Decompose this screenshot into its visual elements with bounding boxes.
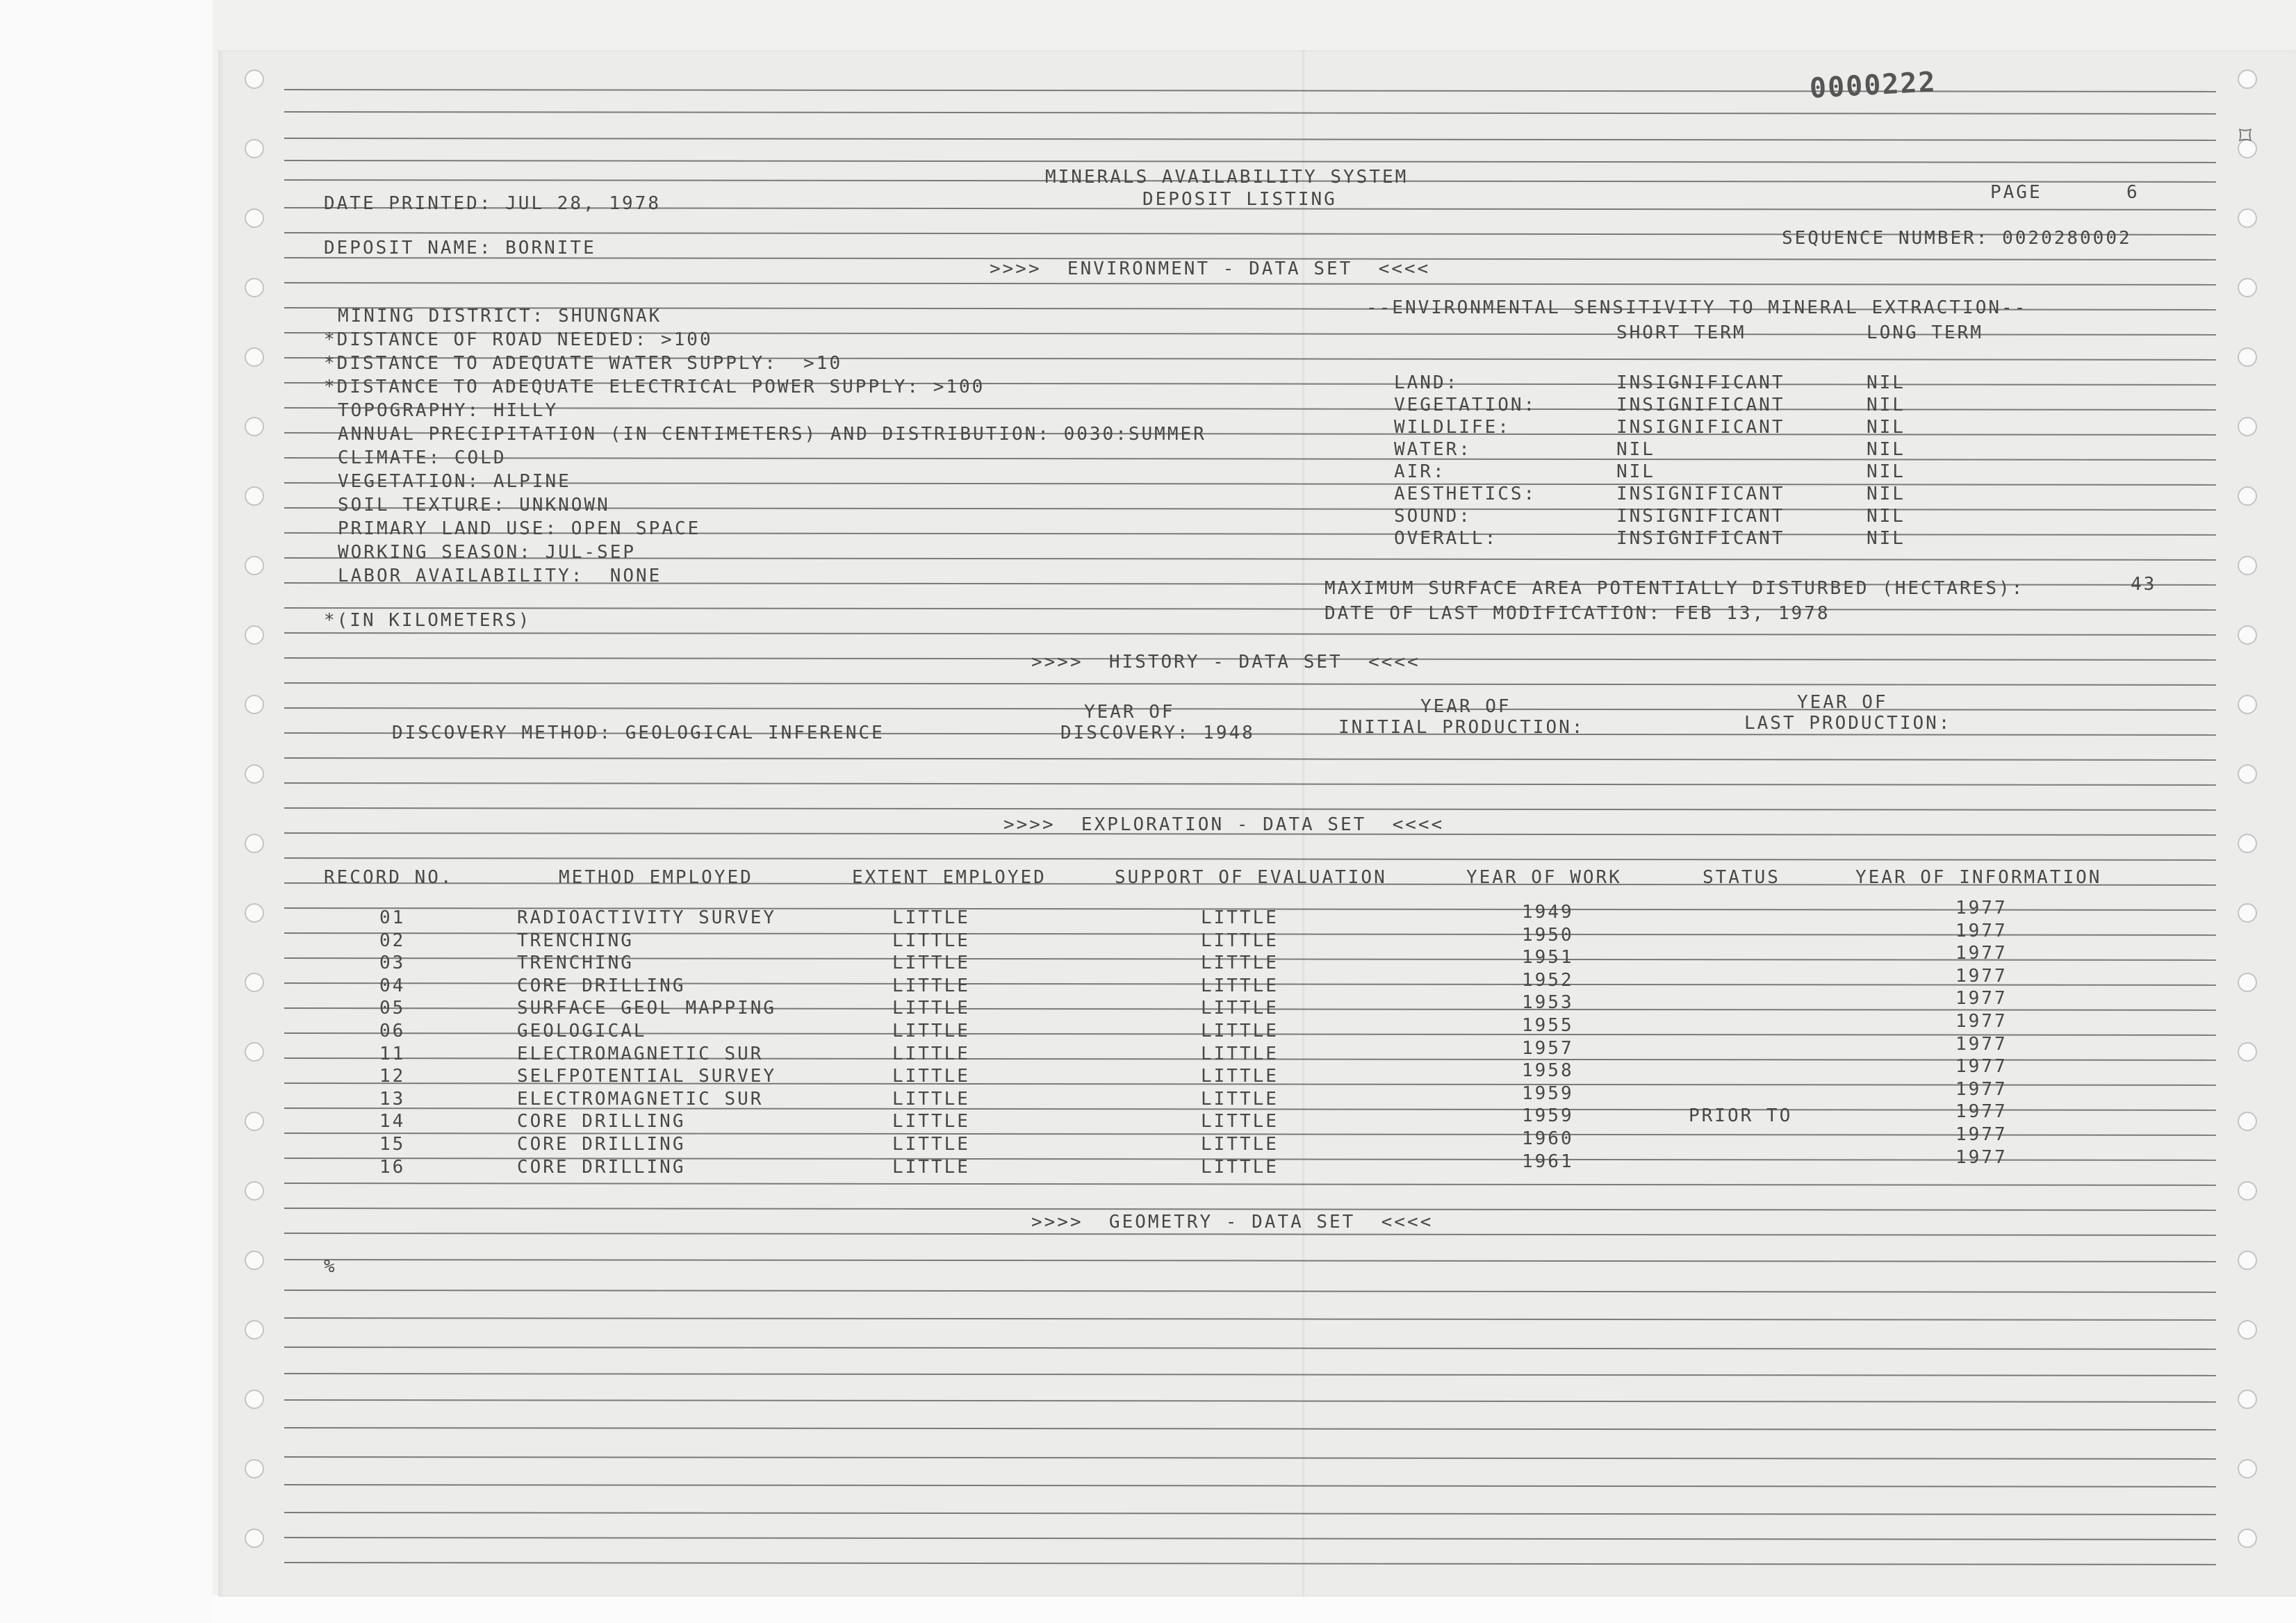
sensitivity-title: --ENVIRONMENTAL SENSITIVITY TO MINERAL EXTRACTION-- [1366,297,2028,318]
record-number: 02 [379,930,406,951]
feed-hole [245,208,264,228]
ruled-line [284,632,2216,636]
method-employed: TRENCHING [517,930,634,951]
year-of-information: 1977 [1955,943,2008,964]
extent-employed: LITTLE [892,1134,970,1155]
record-number: 15 [379,1134,406,1155]
sensitivity-long: NIL [1867,528,1905,549]
method-employed: CORE DRILLING [517,1156,686,1178]
support-evaluation: LITTLE [1201,998,1279,1019]
method-employed: CORE DRILLING [517,975,686,996]
date-printed: DATE PRINTED: JUL 28, 1978 [324,193,661,214]
year-of-work: 1959 [1522,1105,1574,1127]
long-term-header: LONG TERM [1867,322,1983,343]
discovery-year: DISCOVERY: 1948 [1060,723,1255,743]
environment-line: *DISTANCE TO ADEQUATE ELECTRICAL POWER SUPPLY: >100 [324,377,985,397]
feed-hole [2238,834,2257,853]
feed-hole [245,278,264,297]
last-production: LAST PRODUCTION: [1744,713,1952,734]
method-employed: ELECTROMAGNETIC SUR [517,1088,764,1110]
ruled-line [284,782,2216,786]
feed-hole [245,1390,264,1409]
feed-hole [245,1112,264,1131]
support-evaluation: LITTLE [1201,907,1279,928]
ruled-line [284,1484,2216,1488]
environment-line: PRIMARY LAND USE: OPEN SPACE [338,518,701,539]
year-of-information: 1977 [1955,1011,2008,1032]
system-title: MINERALS AVAILABILITY SYSTEM [1045,167,1409,188]
extent-employed: LITTLE [892,998,970,1019]
sensitivity-factor: AIR: [1394,461,1446,482]
extent-employed: LITTLE [892,953,970,974]
feed-hole [2238,69,2257,89]
short-term-header: SHORT TERM [1616,322,1746,343]
feed-hole [245,556,264,575]
year-of-information: 1977 [1955,1124,2008,1145]
column-header: STATUS [1703,867,1780,888]
column-header: YEAR OF INFORMATION [1855,867,2102,888]
sensitivity-long: NIL [1867,395,1905,415]
ruled-line [284,1208,2216,1211]
sensitivity-long: NIL [1867,484,1905,504]
method-employed: CORE DRILLING [517,1111,686,1132]
ruled-line [284,282,2216,286]
ruled-line [284,1373,2216,1376]
feed-hole [2238,347,2257,367]
feed-hole [2238,695,2257,714]
year-of-work: 1959 [1522,1082,1574,1104]
listing-title: DEPOSIT LISTING [1142,189,1337,210]
year-of-work: 1957 [1522,1037,1574,1059]
discovery-method: DISCOVERY METHOD: GEOLOGICAL INFERENCE [392,723,885,743]
ruled-line [284,1562,2216,1565]
year-of-work: 1950 [1522,924,1574,946]
extent-employed: LITTLE [892,1066,970,1087]
extent-employed: LITTLE [892,1043,970,1064]
geometry-heading: >>>> GEOMETRY - DATA SET <<<< [1031,1212,1434,1233]
support-evaluation: LITTLE [1201,1156,1279,1178]
year-of-work: 1951 [1522,947,1574,969]
environment-line: TOPOGRAPHY: HILLY [338,400,559,421]
environment-line: MINING DISTRICT: SHUNGNAK [338,306,662,327]
year-of-work: 1961 [1522,1151,1574,1172]
geometry-body: % [324,1256,337,1277]
feed-hole [245,1459,264,1478]
initial-production-year-of: YEAR OF [1420,696,1511,717]
sensitivity-short: NIL [1616,461,1655,482]
ruled-line [284,160,2216,163]
year-of-information: 1977 [1955,1033,2008,1055]
environment-line: LABOR AVAILABILITY: NONE [338,566,662,586]
record-number: 03 [379,953,406,974]
feed-hole [2238,1320,2257,1340]
record-number: 13 [379,1088,406,1110]
support-evaluation: LITTLE [1201,1043,1279,1064]
support-evaluation: LITTLE [1201,953,1279,974]
sequence-number: SEQUENCE NUMBER: 0020280002 [1782,228,2132,249]
column-header: YEAR OF WORK [1466,867,1622,888]
sensitivity-factor: WILDLIFE: [1394,417,1511,438]
ruled-line [284,1317,2216,1321]
method-employed: ELECTROMAGNETIC SUR [517,1043,764,1064]
ruled-line [284,807,2216,811]
exploration-heading: >>>> EXPLORATION - DATA SET <<<< [1003,814,1445,835]
extent-employed: LITTLE [892,907,970,928]
feed-hole [245,695,264,714]
feed-hole [245,764,264,784]
max-area-label: MAXIMUM SURFACE AREA POTENTIALLY DISTURBED (HECTARES): [1325,578,2025,599]
ruled-line [284,607,2216,611]
year-of-information: 1977 [1955,1146,2008,1168]
record-number: 06 [379,1021,406,1041]
sensitivity-short: INSIGNIFICANT [1616,417,1785,438]
sensitivity-factor: LAND: [1394,372,1459,393]
feed-hole [2238,625,2257,645]
sensitivity-factor: AESTHETICS: [1394,484,1537,504]
feed-hole [2238,903,2257,923]
year-of-information: 1977 [1955,988,2008,1010]
feed-hole [245,417,264,436]
ruled-line [284,1512,2216,1515]
year-of-work: 1953 [1522,992,1574,1014]
page-marker-icon: ⌑ [2238,122,2253,151]
environment-line: *DISTANCE TO ADEQUATE WATER SUPPLY: >10 [324,353,843,374]
column-header: RECORD NO. [324,867,454,888]
record-number: 14 [379,1111,406,1132]
printout-sheet [218,50,2296,1597]
feed-hole [245,973,264,992]
year-of-work: 1958 [1522,1060,1574,1082]
extent-employed: LITTLE [892,975,970,996]
feed-hole [2238,556,2257,575]
method-employed: SURFACE GEOL MAPPING [517,998,777,1019]
sensitivity-short: INSIGNIFICANT [1616,372,1785,393]
column-header: EXTENT EMPLOYED [852,867,1047,888]
ruled-line [284,682,2216,686]
page-label: PAGE [1990,182,2042,203]
ruled-line [284,1399,2216,1403]
environment-line: ANNUAL PRECIPITATION (IN CENTIMETERS) AND DISTRIBUTION: 0030:SUMMER [338,424,1206,445]
year-of-information: 1977 [1955,898,2008,918]
environment-line: *DISTANCE OF ROAD NEEDED: >100 [324,329,713,350]
sensitivity-short: INSIGNIFICANT [1616,528,1785,549]
feed-hole [2238,1251,2257,1270]
support-evaluation: LITTLE [1201,975,1279,996]
sensitivity-short: NIL [1616,439,1655,460]
ruled-line [284,1290,2216,1293]
year-of-information: 1977 [1955,1078,2008,1100]
sensitivity-factor: WATER: [1394,439,1472,460]
ruled-line [284,1537,2216,1540]
year-of-information: 1977 [1955,965,2008,987]
document-stamp: 0000222 [1808,66,1937,105]
sensitivity-long: NIL [1867,461,1905,482]
extent-employed: LITTLE [892,1021,970,1041]
sensitivity-short: INSIGNIFICANT [1616,506,1785,527]
last-production-year-of: YEAR OF [1797,692,1888,713]
sensitivity-short: INSIGNIFICANT [1616,484,1785,504]
ruled-line [284,138,2216,141]
feed-hole [2238,973,2257,992]
year-of-work: 1949 [1522,902,1574,923]
feed-hole [245,625,264,645]
feed-hole [245,1181,264,1201]
extent-employed: LITTLE [892,1111,970,1132]
record-number: 16 [379,1156,406,1178]
ruled-line [284,1427,2216,1431]
feed-hole [245,1320,264,1340]
column-header: SUPPORT OF EVALUATION [1115,867,1387,888]
sensitivity-factor: OVERALL: [1394,528,1498,549]
ruled-line [284,1233,2216,1236]
feed-hole [2238,1112,2257,1131]
last-modification: DATE OF LAST MODIFICATION: FEB 13, 1978 [1325,603,1830,624]
feed-hole [245,1042,264,1062]
support-evaluation: LITTLE [1201,1111,1279,1132]
method-employed: TRENCHING [517,953,634,974]
ruled-line [284,757,2216,761]
extent-employed: LITTLE [892,1156,970,1178]
scanner-margin [0,0,213,1623]
feed-hole [2238,1459,2257,1478]
feed-hole [245,139,264,158]
feed-hole [245,1251,264,1270]
ruled-line [284,1456,2216,1460]
sensitivity-long: NIL [1867,372,1905,393]
feed-hole [245,347,264,367]
environment-line: CLIMATE: COLD [338,447,507,468]
ruled-line [284,857,2216,861]
ruled-line [284,1183,2216,1186]
feed-hole [2238,1181,2257,1201]
extent-employed: LITTLE [892,1088,970,1110]
feed-hole [2238,486,2257,506]
year-of-work: 1960 [1522,1128,1574,1149]
ruled-line [284,1346,2216,1350]
support-evaluation: LITTLE [1201,1021,1279,1041]
environment-heading: >>>> ENVIRONMENT - DATA SET <<<< [990,258,1431,279]
ruled-line [284,1259,2216,1262]
record-number: 11 [379,1043,406,1064]
method-employed: RADIOACTIVITY SURVEY [517,907,777,928]
sensitivity-factor: SOUND: [1394,506,1472,527]
feed-hole [245,1529,264,1548]
support-evaluation: LITTLE [1201,930,1279,951]
feed-hole [2238,1042,2257,1062]
status: PRIOR TO [1689,1105,1793,1127]
record-number: 04 [379,975,406,996]
method-employed: GEOLOGICAL [517,1021,647,1041]
column-header: METHOD EMPLOYED [559,867,753,888]
feed-hole [2238,208,2257,228]
max-area-value: 43 [2131,574,2157,595]
record-number: 01 [379,907,406,928]
sensitivity-short: INSIGNIFICANT [1616,395,1785,415]
scanner-bottom-band [213,1595,2296,1623]
feed-hole [245,69,264,89]
environment-line: WORKING SEASON: JUL-SEP [338,542,637,563]
feed-hole [245,834,264,853]
support-evaluation: LITTLE [1201,1134,1279,1155]
ruled-line [284,482,2216,486]
feed-hole [245,903,264,923]
ruled-line [284,407,2216,411]
deposit-name: DEPOSIT NAME: BORNITE [324,238,596,258]
feed-hole [2238,764,2257,784]
feed-hole [2238,278,2257,297]
year-of-information: 1977 [1955,920,2008,941]
history-heading: >>>> HISTORY - DATA SET <<<< [1031,652,1420,673]
environment-line: SOIL TEXTURE: UNKNOWN [338,495,610,516]
sensitivity-long: NIL [1867,506,1905,527]
feed-hole [2238,417,2257,436]
feed-hole [2238,1529,2257,1548]
feed-hole [2238,1390,2257,1409]
year-of-information: 1977 [1955,1056,2008,1078]
feed-hole [245,486,264,506]
record-number: 05 [379,998,406,1019]
record-number: 12 [379,1066,406,1087]
discovery-year-of: YEAR OF [1084,702,1175,723]
support-evaluation: LITTLE [1201,1088,1279,1110]
support-evaluation: LITTLE [1201,1066,1279,1087]
method-employed: SELFPOTENTIAL SURVEY [517,1066,777,1087]
ruled-line [284,457,2216,461]
sensitivity-long: NIL [1867,417,1905,438]
ruled-line [284,111,2216,115]
method-employed: CORE DRILLING [517,1134,686,1155]
ruled-line [284,707,2216,711]
year-of-work: 1955 [1522,1015,1574,1036]
extent-employed: LITTLE [892,930,970,951]
environment-line: VEGETATION: ALPINE [338,471,571,492]
page-number: 6 [2126,182,2140,203]
year-of-information: 1977 [1955,1101,2008,1123]
initial-production: INITIAL PRODUCTION: [1338,717,1585,738]
sensitivity-long: NIL [1867,439,1905,460]
kilometers-footnote: *(IN KILOMETERS) [324,610,532,631]
sensitivity-factor: VEGETATION: [1394,395,1537,415]
year-of-work: 1952 [1522,969,1574,991]
